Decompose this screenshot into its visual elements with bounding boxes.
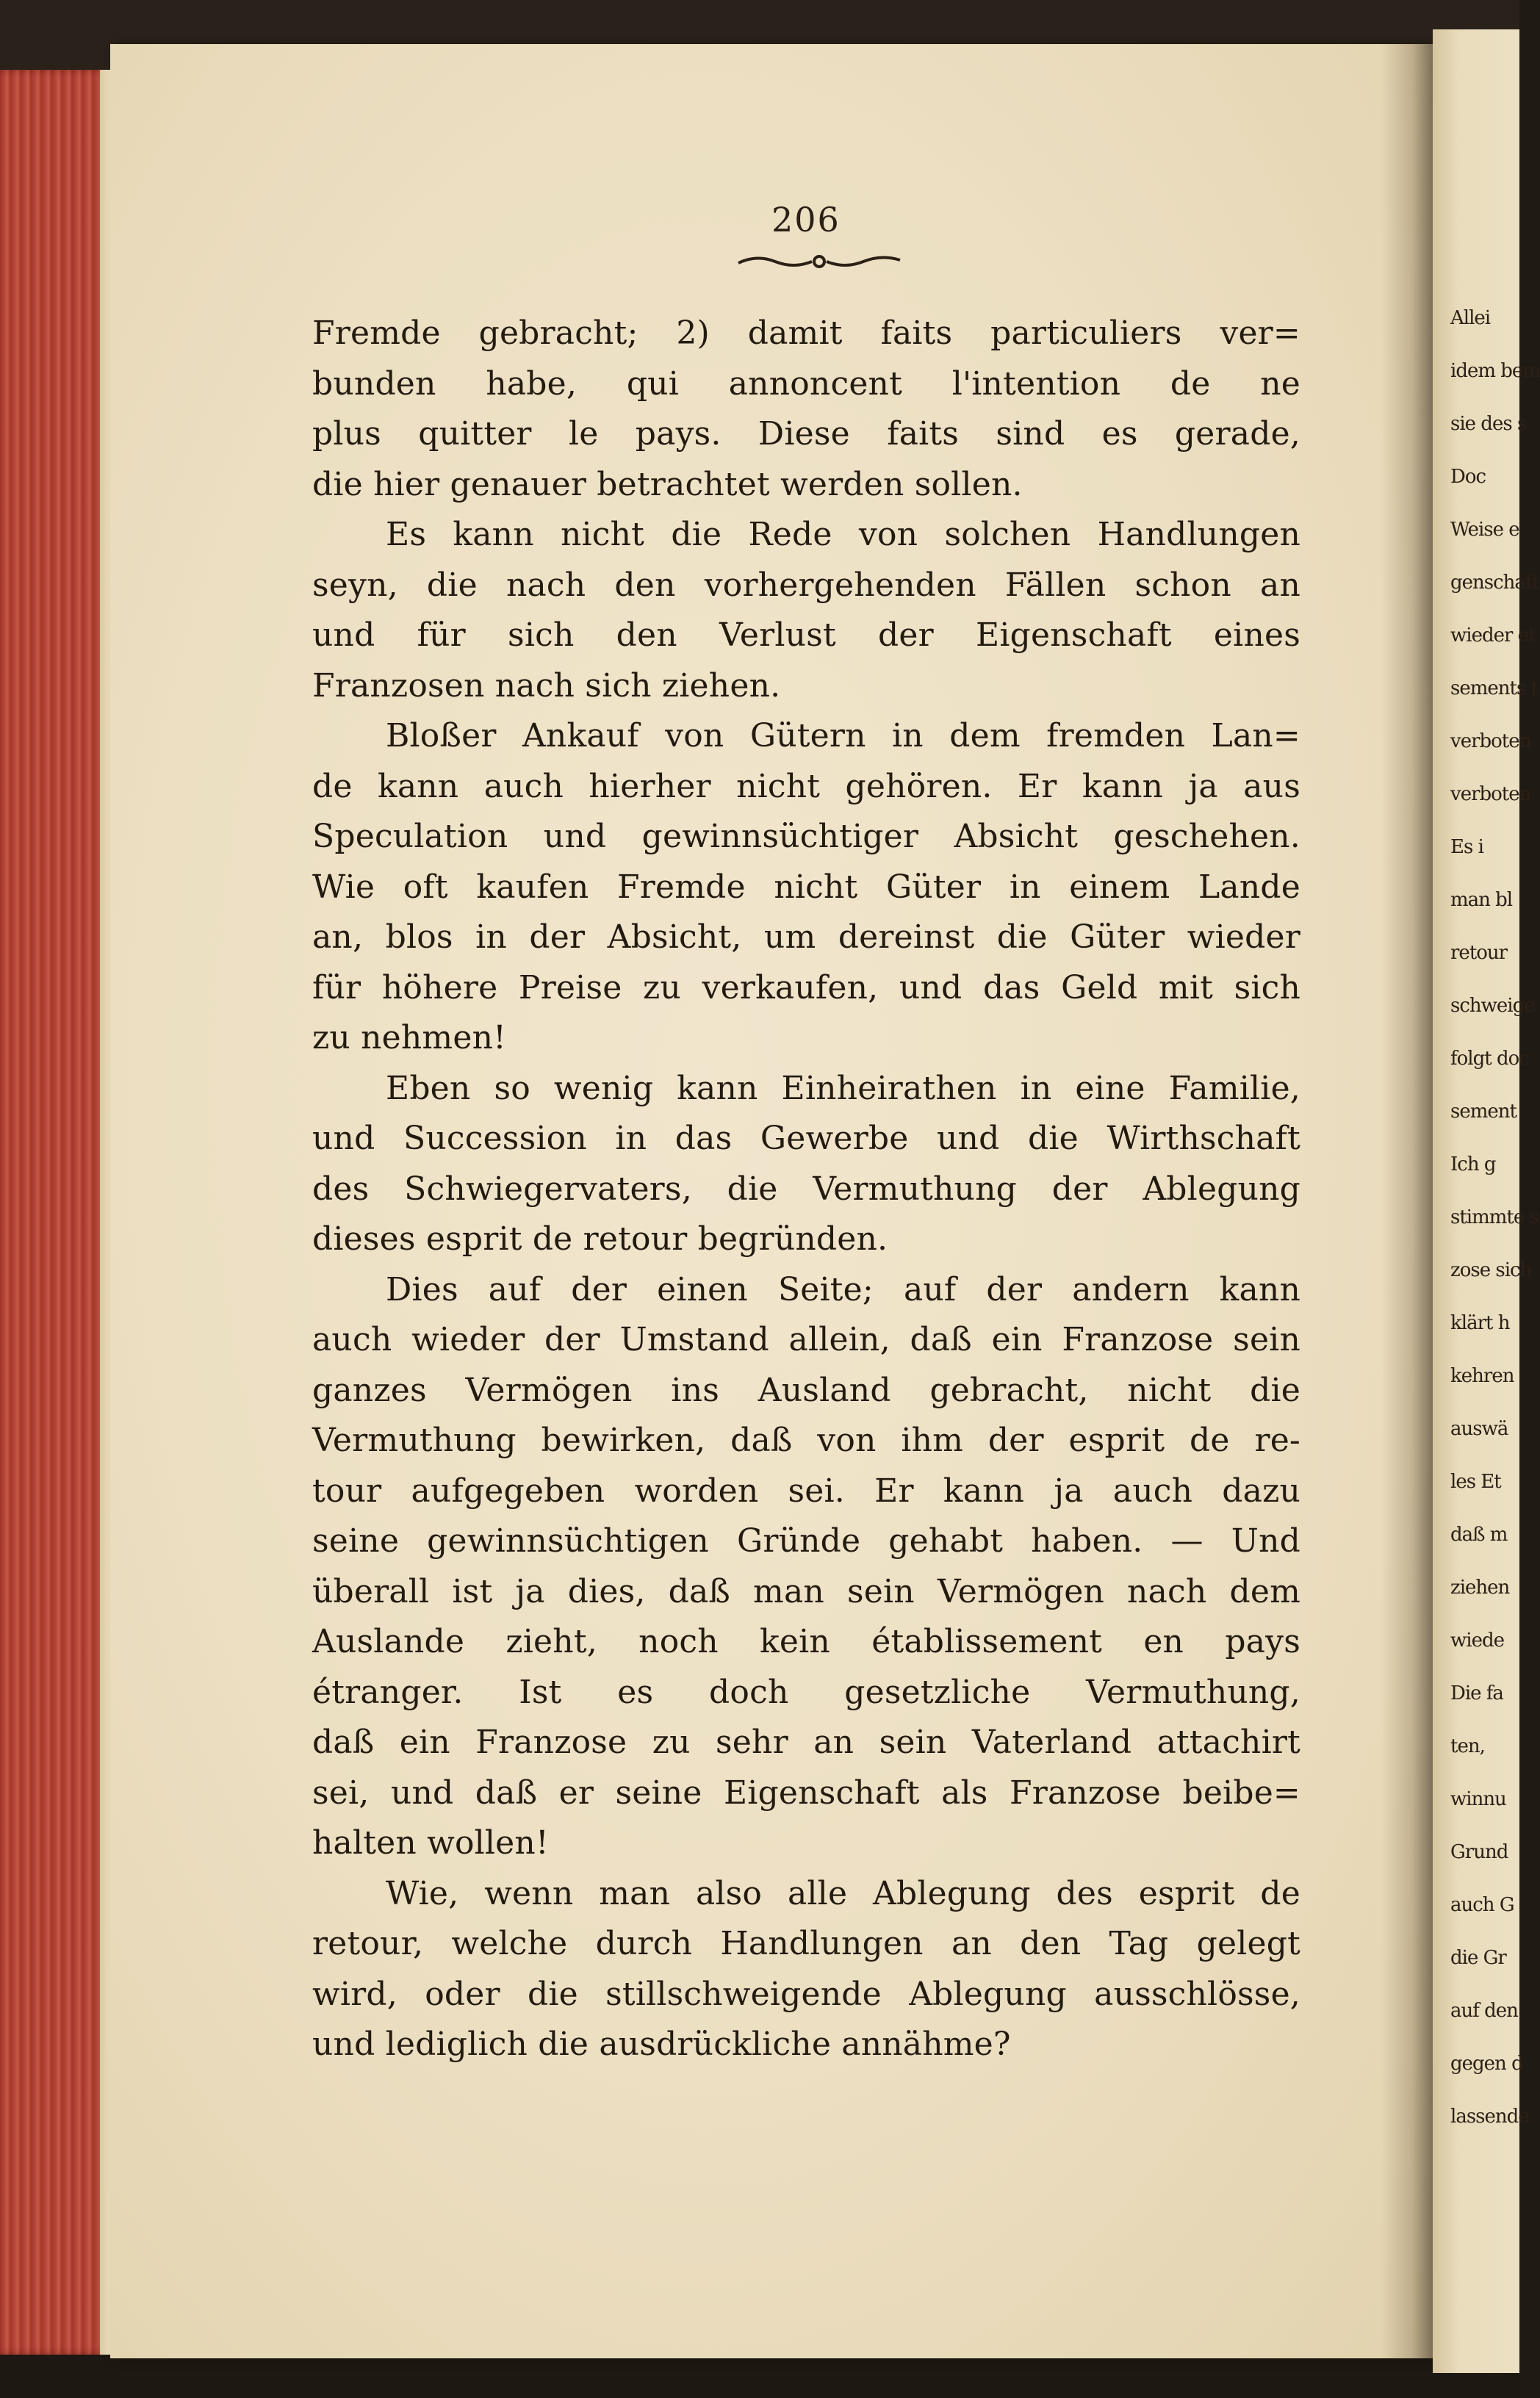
text-line: sei, und daß er seine Eigenschaft als Franzose beibe= (312, 1774, 1300, 1812)
text-line: des Schwiegervaters, die Vermuthung der Ablegung (312, 1170, 1300, 1208)
text-line: zu nehmen! (312, 1019, 507, 1056)
text-line: und für sich den Verlust der Eigenschaft eines (312, 616, 1300, 654)
facing-line: die Gr (1450, 1947, 1506, 1969)
text-line: die hier genauer betrachtet werden sollen. (312, 465, 1023, 503)
text-line: halten wollen! (312, 1824, 549, 1862)
facing-line: Doc (1450, 466, 1486, 488)
text-line: Wie, wenn man also alle Ablegung des esprit de (386, 1874, 1300, 1912)
text-line: Franzosen nach sich ziehen. (312, 666, 781, 705)
text-line: wird, oder die stillschweigende Ablegung ausschlösse, (312, 1975, 1300, 2013)
facing-line: verboten (1450, 730, 1531, 752)
facing-line: auf den (1450, 2000, 1518, 2022)
facing-line: auswä (1450, 1418, 1508, 1440)
text-line: Bloßer Ankauf von Gütern in dem fremden Lan= (386, 717, 1300, 755)
text-line: und Succession in das Gewerbe und die Wirthschaft (312, 1120, 1300, 1157)
facing-line: lassende (1450, 2106, 1529, 2128)
facing-line: klärt h (1450, 1312, 1510, 1334)
text-line: Vermuthung bewirken, daß von ihm der esprit de re- (312, 1422, 1300, 1459)
page-body (312, 309, 1300, 2070)
facing-line: ten, (1450, 1735, 1485, 1757)
facing-page-fragment (1433, 29, 1540, 2373)
facing-line: schweige (1450, 995, 1535, 1017)
facing-line: daß m (1450, 1524, 1508, 1546)
text-line: retour, welche durch Handlungen an den Tag gelegt (312, 1925, 1300, 1962)
text-line: de kann auch hierher nicht gehören. Er kann ja aus (312, 767, 1300, 805)
facing-line: Grund (1450, 1841, 1508, 1863)
facing-line: ziehen (1450, 1577, 1510, 1599)
facing-line: retour (1450, 942, 1508, 964)
red-page-edge (0, 70, 110, 2355)
facing-line: winnu (1450, 1788, 1506, 1810)
text-line: Dies auf der einen Seite; auf der andern kann (386, 1270, 1300, 1308)
header-ornament (735, 250, 904, 272)
facing-line: genschaft (1450, 572, 1539, 594)
text-line: Speculation und gewinnsüchtiger Absicht geschehen. (312, 818, 1300, 855)
text-line: und lediglich die ausdrückliche annähme? (312, 2026, 1011, 2063)
facing-line: Allei (1450, 307, 1491, 329)
facing-line: sements t (1450, 677, 1539, 699)
facing-line: auch G (1450, 1894, 1514, 1916)
facing-line: kehren (1450, 1365, 1514, 1387)
facing-line: Die fa (1450, 1682, 1503, 1704)
text-line: an, blos in der Absicht, um dereinst die Güter wieder (312, 918, 1300, 956)
facing-line: idem bem (1450, 360, 1540, 382)
facing-line: sement (1450, 1101, 1516, 1123)
text-line: Fremde gebracht; 2) damit faits particuliers ver= (312, 314, 1300, 352)
text-line: Auslande zieht, noch kein établissement en pays (312, 1623, 1300, 1660)
facing-line: Ich g (1450, 1153, 1496, 1175)
facing-line: stimmte s (1450, 1206, 1539, 1228)
facing-line: man bl (1450, 889, 1513, 911)
text-line: überall ist ja dies, daß man sein Vermögen nach dem (312, 1572, 1300, 1610)
page-number: 206 (771, 200, 841, 240)
facing-line: wieder et (1450, 624, 1536, 647)
text-line: tour aufgegeben worden sei. Er kann ja auch dazu (312, 1472, 1300, 1510)
book-gutter (1381, 44, 1433, 2358)
text-line: plus quitter le pays. Diese faits sind es gerade, (312, 415, 1300, 453)
text-line: Eben so wenig kann Einheirathen in eine Familie, (386, 1069, 1300, 1107)
text-line: étranger. Ist es doch gesetzliche Vermuthung, (312, 1673, 1300, 1711)
facing-line: Es i (1450, 836, 1483, 858)
text-line: für höhere Preise zu verkaufen, und das Geld mit sich (312, 968, 1300, 1007)
facing-line: sie des s (1450, 413, 1527, 435)
text-line: Wie oft kaufen Fremde nicht Güter in einem Lande (312, 868, 1300, 906)
text-line: auch wieder der Umstand allein, daß ein Franzose sein (312, 1321, 1300, 1358)
facing-line: Weise e (1450, 519, 1519, 541)
text-line: seyn, die nach den vorhergehenden Fällen schon an (312, 566, 1300, 604)
text-line: Es kann nicht die Rede von solchen Handlungen (386, 516, 1300, 553)
text-line: dieses esprit de retour begründen. (312, 1220, 888, 1258)
text-line: daß ein Franzose zu sehr an sein Vaterland attachirt (312, 1724, 1300, 1761)
facing-line: folgt doc (1450, 1048, 1529, 1070)
text-line: seine gewinnsüchtigen Gründe gehabt haben. — Und (312, 1522, 1300, 1560)
facing-line: les Et (1450, 1471, 1501, 1493)
facing-line: wiede (1450, 1630, 1504, 1652)
text-line: ganzes Vermögen ins Ausland gebracht, nicht die (312, 1371, 1300, 1409)
text-line: bunden habe, qui annoncent l'intention de ne (312, 364, 1300, 403)
facing-line: verboten (1450, 783, 1531, 805)
facing-line: gegen d (1450, 2053, 1523, 2075)
facing-line: zose sich (1450, 1259, 1532, 1281)
